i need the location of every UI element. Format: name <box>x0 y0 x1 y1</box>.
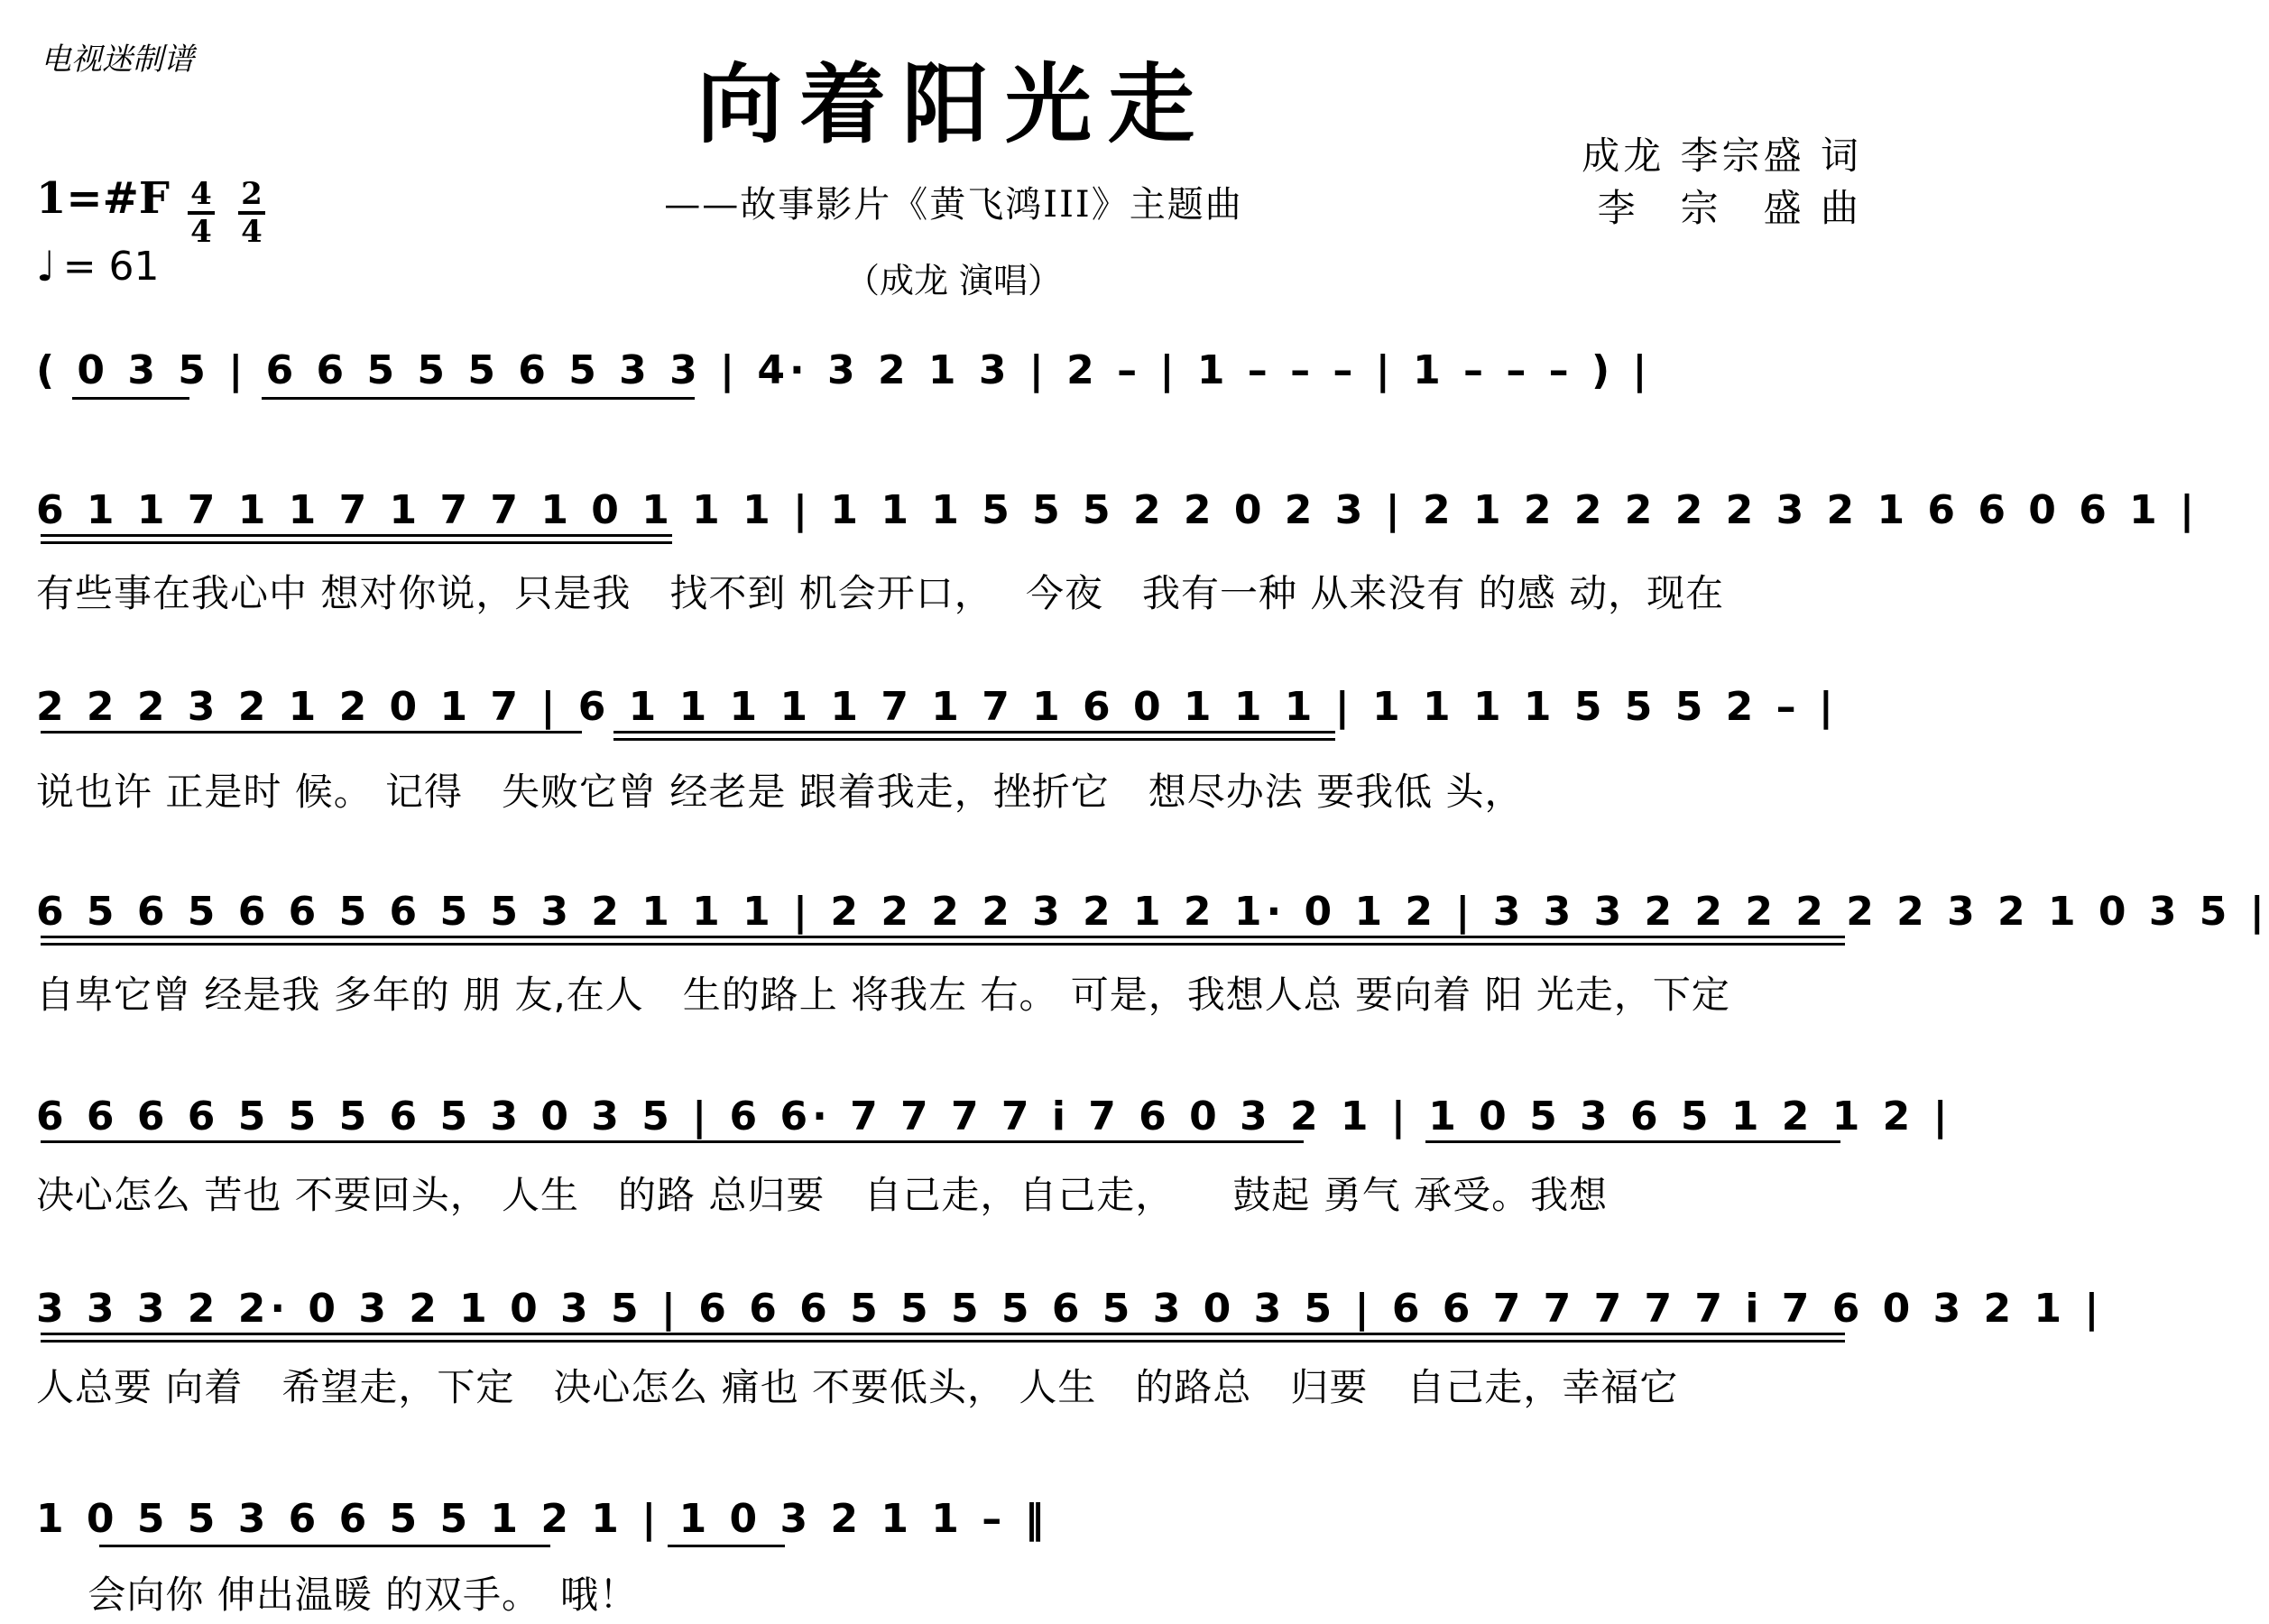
credit-note: 电视迷制谱 <box>41 42 194 78</box>
singer-credit: （成龙 演唱） <box>844 261 1063 300</box>
score-line-7-lyrics: 会向你 伸出温暖 的双手。 哦！ <box>36 1573 639 1617</box>
beam-line <box>41 534 672 537</box>
time-sig-2-numerator: 2 <box>241 176 263 212</box>
tempo-value: = 61 <box>62 243 160 290</box>
score-line-3-notes: 2 2 2 3 2 1 2 0 1 7 | 6 1 1 1 1 1 7 1 7 1 6 0 1 1 1 | 1 1 1 1 5 5 5 2 – | <box>36 684 1838 730</box>
score-line-2-notes: 6 1 1 7 1 1 7 1 7 7 1 0 1 1 1 | 1 1 1 5 5 5 2 2 0 2 3 | 2 1 2 2 2 2 2 3 2 1 6 6 0 6 1 | <box>36 487 2200 533</box>
score-line-1-notes: ( 0 3 5 | 6 6 5 5 5 6 5 3 3 | 4· 3 2 1 3 | 2 – | 1 – – – | 1 – – – ) | <box>36 347 1652 393</box>
beam-line <box>41 1340 1845 1343</box>
lyricist-credit: 成龙 李宗盛 词 <box>1582 134 1862 178</box>
time-signature-2 <box>238 177 265 249</box>
song-subtitle: ——故事影片《黄飞鸿III》主题曲 <box>664 184 1243 226</box>
beam-line <box>72 397 189 400</box>
score-line-3-lyrics: 说也许 正是时 候。 记得 失败它曾 经老是 跟着我走，挫折它 想尽办法 要我低 头， <box>36 770 1524 814</box>
beam-line <box>41 731 582 734</box>
beam-line <box>613 731 1335 734</box>
score-line-7-notes: 1 0 5 5 3 6 6 5 5 1 2 1 | 1 0 3 2 1 1 – ‖ <box>36 1496 1049 1542</box>
song-title: 向着阳光走 <box>696 53 1211 155</box>
beam-line <box>41 1333 1845 1335</box>
score-line-6-lyrics: 人总要 向着 希望走，下定 决心怎么 痛也 不要低头， 人生 的路总 归要 自己走，幸福它 <box>36 1365 1679 1409</box>
beam-line <box>99 1545 550 1547</box>
score-line-4-lyrics: 自卑它曾 经是我 多年的 朋 友,在人 生的路上 将我左 右。 可是，我想人总 要向着 阳 光走，下定 <box>36 973 1730 1017</box>
time-signatures <box>188 177 265 249</box>
score-line-6-notes: 3 3 3 2 2· 0 3 2 1 0 3 5 | 6 6 6 5 5 5 5 6 5 3 0 3 5 | 6 6 7 7 7 7 7 i 7 6 0 3 2 1 | <box>36 1286 2104 1332</box>
key-signature: 1=#F <box>36 173 170 224</box>
beam-line <box>668 1545 785 1547</box>
beam-line <box>41 541 672 544</box>
tempo-marking <box>36 242 160 291</box>
score-line-5-lyrics: 决心怎么 苦也 不要回头， 人生 的路 总归要 自己走，自己走， 鼓起 勇气 承受。我想 <box>36 1173 1609 1217</box>
beam-line <box>262 397 695 400</box>
score-line-5-notes: 6 6 6 6 5 5 5 6 5 3 0 3 5 | 6 6· 7 7 7 7 i 7 6 0 3 2 1 | 1 0 5 3 6 5 1 2 1 2 | <box>36 1093 1952 1140</box>
time-sig-1-denominator: 4 <box>190 214 212 250</box>
beam-line <box>41 943 1845 946</box>
time-sig-1-numerator: 4 <box>190 176 212 212</box>
beam-line <box>1425 1140 1840 1143</box>
beam-line <box>613 738 1335 741</box>
score-line-4-notes: 6 5 6 5 6 6 5 6 5 5 3 2 1 1 1 | 2 2 2 2 3 2 1 2 1· 0 1 2 | 3 3 3 2 2 2 2 2 2 3 2 1 0 3 5 | <box>36 889 2269 935</box>
score-line-2-lyrics: 有些事在我心中 想对你说，只是我 找不到 机会开口， 今夜 我有一种 从来没有 的感 动，现在 <box>36 571 1725 615</box>
beam-line <box>41 1140 1304 1143</box>
quarter-note-icon: ♩ <box>36 242 56 291</box>
composer-credit: 李 宗 盛 曲 <box>1597 186 1862 230</box>
beam-line <box>41 936 1845 938</box>
time-sig-2-denominator: 4 <box>241 214 263 250</box>
time-signature-1 <box>188 177 215 249</box>
